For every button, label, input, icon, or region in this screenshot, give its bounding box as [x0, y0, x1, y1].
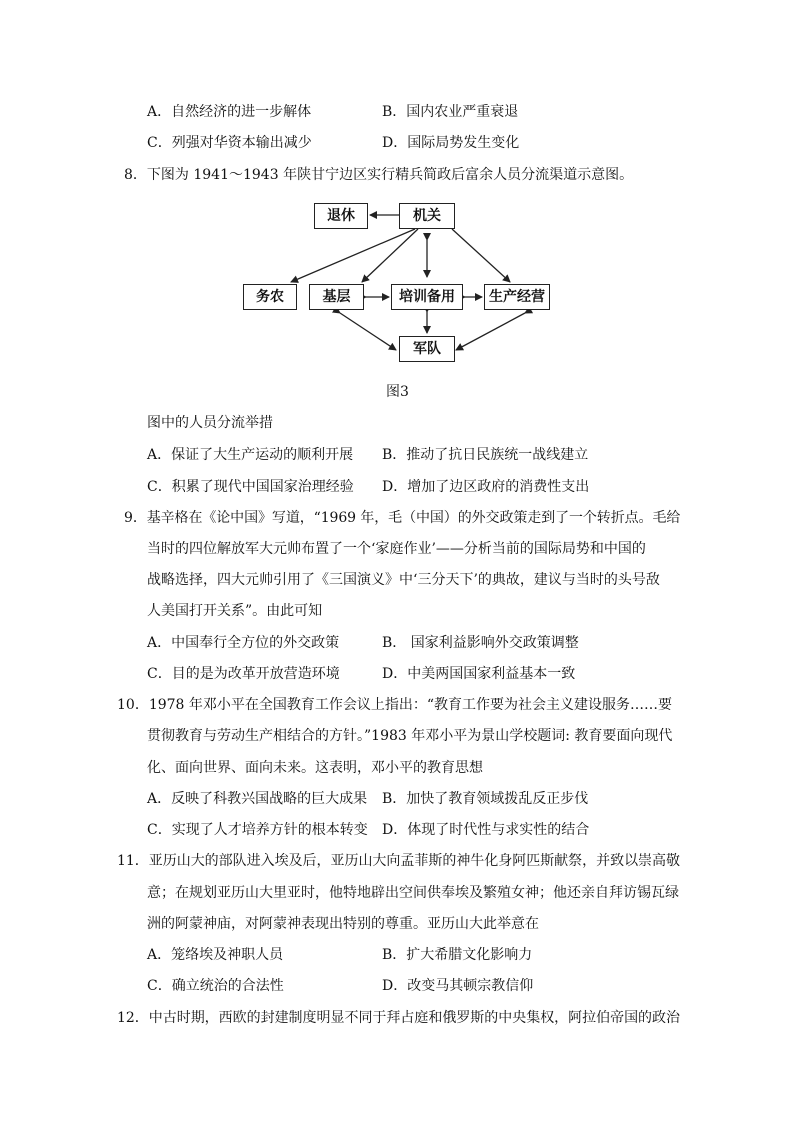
arrow-grassroots-army — [340, 313, 396, 350]
q11-option-a: A．笼络埃及神职人员 — [147, 947, 284, 963]
box-grassroots: 基层 — [309, 284, 364, 310]
q9-line-3: 战略选择，四大元帅引用了《三国演义》中‘三分天下’的典故，建议与当时的头号敌 — [147, 572, 660, 588]
q8-option-a: A．保证了大生产运动的顺利开展 — [147, 447, 354, 463]
q7-option-d: D．国际局势发生变化 — [382, 135, 520, 151]
box-agency: 机关 — [399, 203, 455, 229]
box-farming: 务农 — [243, 284, 297, 310]
q11-option-b: B．扩大希腊文化影响力 — [382, 947, 533, 963]
q11-line-3: 洲的阿蒙神庙，对阿蒙神表现出特别的尊重。亚历山大此举意在 — [147, 916, 539, 932]
arrow-production-army — [456, 313, 525, 350]
q8-prompt: 图中的人员分流举措 — [147, 415, 273, 431]
q10-option-a: A．反映了科教兴国战略的巨大成果 — [147, 791, 368, 807]
q11-line-1: 11．亚历山大的部队进入埃及后，亚历山大向孟菲斯的神牛化身阿匹斯献祭，并致以崇高敬 — [117, 853, 680, 869]
q11-option-d: D．改变马其顿宗教信仰 — [382, 978, 534, 994]
q9-option-b: B． 国家利益影响外交政策调整 — [382, 635, 579, 651]
q11-option-c: C．确立统治的合法性 — [147, 978, 284, 994]
q10-line-1: 10．1978 年邓小平在全国教育工作会议上指出：“教育工作要为社会主义建设服务……要 — [117, 697, 673, 713]
diagram-arrows — [0, 0, 794, 400]
arrow-agency-production — [452, 229, 510, 282]
q10-option-b: B．加快了教育领域拨乱反正步伐 — [382, 791, 589, 807]
box-training: 培训备用 — [391, 284, 463, 310]
q8-option-d: D．增加了边区政府的消费性支出 — [382, 479, 590, 495]
box-retire: 退休 — [314, 203, 368, 229]
arrow-agency-grassroots — [362, 229, 418, 282]
q8-stem: 8．下图为 1941～1943 年陕甘宁边区实行精兵简政后富余人员分流渠道示意图。 — [124, 167, 634, 183]
q10-line-2: 贯彻教育与劳动生产相结合的方针。”1983 年邓小平为景山学校题词: 教育要面向现代 — [147, 728, 673, 744]
arrow-agency-farming — [291, 229, 415, 282]
box-army: 军队 — [399, 336, 455, 362]
q10-option-d: D．体现了时代性与求实性的结合 — [382, 822, 590, 838]
q9-line-4: 人美国打开关系”。由此可知 — [147, 603, 323, 619]
q7-option-c: C．列强对华资本输出减少 — [147, 135, 312, 151]
q9-line-1: 9．基辛格在《论中国》写道，“1969 年，毛（中国）的外交政策走到了一个转折点。毛给 — [124, 510, 681, 526]
q10-line-3: 化、面向世界、面向未来。这表明，邓小平的教育思想 — [147, 760, 483, 776]
q8-option-b: B．推动了抗日民族统一战线建立 — [382, 447, 589, 463]
q10-option-c: C．实现了人才培养方针的根本转变 — [147, 822, 368, 838]
q7-option-a: A．自然经济的进一步解体 — [147, 104, 312, 120]
q11-line-2: 意；在规划亚历山大里亚时，他特地辟出空间供奉埃及繁殖女神；他还亲自拜访锡瓦绿 — [147, 885, 679, 901]
q9-line-2: 当时的四位解放军大元帅布置了一个‘家庭作业’——分析当前的国际局势和中国的 — [147, 541, 646, 557]
q8-option-c: C．积累了现代中国国家治理经验 — [147, 479, 354, 495]
q9-option-d: D．中美两国国家利益基本一致 — [382, 666, 576, 682]
box-production: 生产经营 — [484, 284, 550, 310]
q9-option-a: A．中国奉行全方位的外交政策 — [147, 635, 340, 651]
q12-line-1: 12．中古时期，西欧的封建制度明显不同于拜占庭和俄罗斯的中央集权，阿拉伯帝国的政治 — [117, 1010, 680, 1026]
q7-option-b: B．国内农业严重衰退 — [382, 104, 519, 120]
q9-option-c: C．目的是为改革开放营造环境 — [147, 666, 340, 682]
figure-caption: 图3 — [386, 384, 409, 400]
